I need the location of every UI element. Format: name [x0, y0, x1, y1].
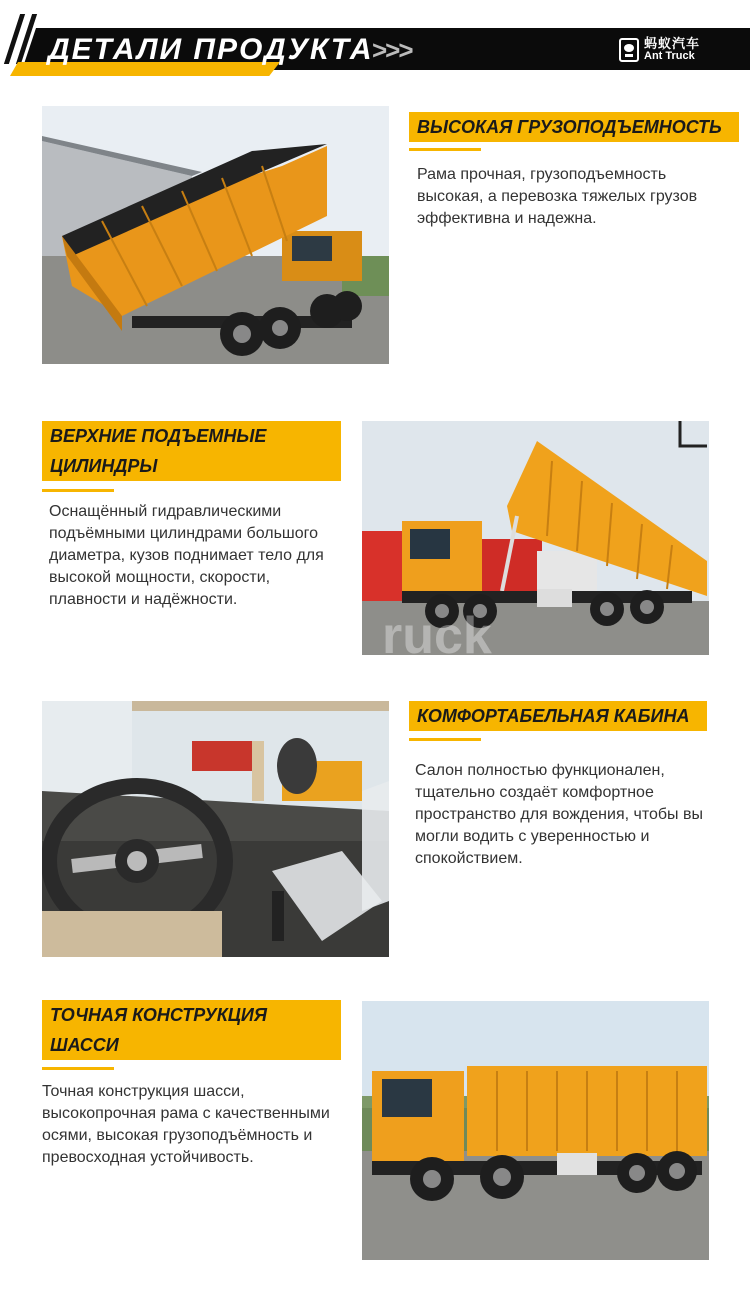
- section-text-cylinders: Оснащённый гидравлическими подъёмными цилиндрами большого диаметра, кузов поднимает тело для высокой мощности, скорости, плавности и надёжности.: [49, 503, 324, 608]
- title-line: ШАССИ: [50, 1035, 119, 1055]
- watermark-text: ruck: [382, 607, 492, 655]
- chevrons-right-icon: >>>: [372, 35, 412, 65]
- title-underline: [409, 738, 481, 741]
- section-text-cabin: Салон полностью функционален, тщательно создаёт комфортное пространство для вождения, чтобы вы могли водить с уверенностью и спокойствием.: [415, 762, 703, 867]
- title-underline: [42, 1067, 114, 1070]
- ant-logo-icon: [619, 38, 639, 62]
- logo-chinese-text: 蚂蚁汽车: [644, 36, 701, 51]
- photo-tipper-side: [362, 1001, 709, 1260]
- photo-cab-interior: [42, 701, 389, 957]
- header-banner: [0, 0, 750, 90]
- brand-logo: [619, 34, 700, 66]
- section-title-capacity: ВЫСОКАЯ ГРУЗОПОДЪЕМНОСТЬ: [409, 112, 739, 142]
- title-line: ТОЧНАЯ КОНСТРУКЦИЯ: [50, 1005, 267, 1025]
- title-underline: [409, 148, 481, 151]
- section-text-chassis: Точная конструкция шасси, высокопрочная рама с качественными осями, высокая грузоподъёмность и превосходная устойчивость.: [42, 1083, 330, 1166]
- photo-tipper-side-raised: [362, 421, 709, 655]
- section-title-cylinders: [42, 421, 341, 481]
- page-title: ДЕТАЛИ ПРОДУКТА: [48, 33, 374, 66]
- title-underline: [42, 489, 114, 492]
- title-line: ВЕРХНИЕ ПОДЪЕМНЫЕ: [50, 426, 267, 446]
- section-title-cabin: КОМФОРТАБЕЛЬНАЯ КАБИНА: [409, 701, 707, 731]
- title-line: ЦИЛИНДРЫ: [50, 456, 158, 476]
- logo-english-text: Ant Truck: [644, 50, 695, 62]
- section-text-capacity: Рама прочная, грузоподъемность высокая, а перевозка тяжелых грузов эффективна и надежна.: [417, 166, 698, 227]
- section-title-chassis: [42, 1000, 341, 1060]
- photo-tipper-rear: [42, 106, 389, 364]
